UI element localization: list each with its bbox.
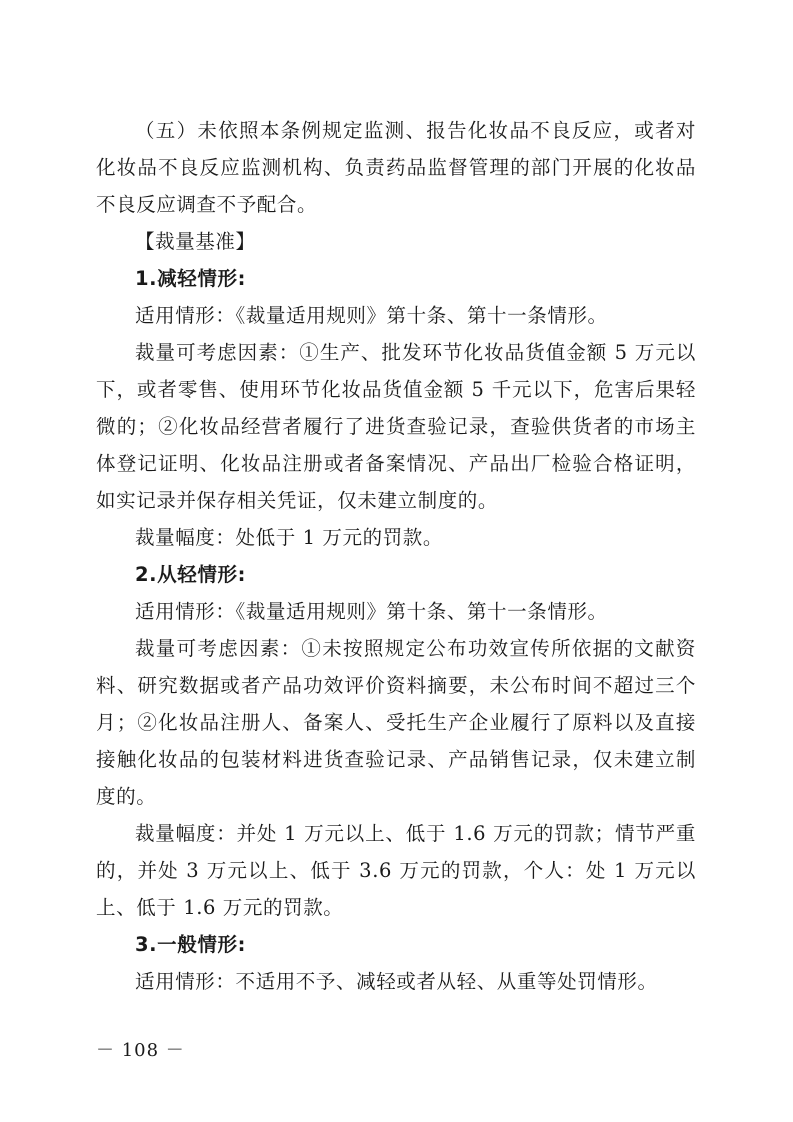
paragraph-factors-1: 裁量可考虑因素：①生产、批发环节化妆品货值金额 5 万元以下，或者零售、使用环节化妆品货值金额 5 千元以下，危害后果轻微的；②化妆品经营者履行了进货查验记录，查验供货者的市场主体登记证明、化妆品注册或者备案情况、产品出厂检验合格证明，如实记录并保存相关凭证，仅未建立制度的。 (96, 341, 696, 512)
document-body (96, 112, 696, 1000)
heading-mitigated: 1.减轻情形: (135, 267, 246, 290)
section-label-discretion-standard: 【裁量基准】 (135, 230, 256, 253)
paragraph-factors-2: 裁量可考虑因素：①未按照规定公布功效宣传所依据的文献资料、研究数据或者产品功效评价资料摘要，未公布时间不超过三个月；②化妆品注册人、备案人、受托生产企业履行了原料以及直接接触化妆品的包装材料进货查验记录、产品销售记录，仅未建立制度的。 (96, 637, 696, 808)
heading-general: 3.一般情形: (135, 933, 246, 956)
heading-lighter: 2.从轻情形: (135, 563, 246, 586)
paragraph-item-5: （五）未依照本条例规定监测、报告化妆品不良反应，或者对化妆品不良反应监测机构、负责药品监督管理的部门开展的化妆品不良反应调查不予配合。 (96, 119, 696, 216)
paragraph-applicable-1: 适用情形：《裁量适用规则》第十条、第十一条情形。 (135, 304, 608, 327)
paragraph-range-1: 裁量幅度：处低于 1 万元的罚款。 (135, 526, 444, 549)
paragraph-range-2: 裁量幅度：并处 1 万元以上、低于 1.6 万元的罚款；情节严重的，并处 3 万元以上、低于 3.6 万元的罚款，个人：处 1 万元以上、低于 1.6 万元的罚款。 (96, 822, 696, 919)
paragraph-applicable-3: 适用情形：不适用不予、减轻或者从轻、从重等处罚情形。 (135, 970, 658, 993)
paragraph-applicable-2: 适用情形：《裁量适用规则》第十条、第十一条情形。 (135, 600, 608, 623)
page-number: － 108 － (96, 1040, 185, 1061)
